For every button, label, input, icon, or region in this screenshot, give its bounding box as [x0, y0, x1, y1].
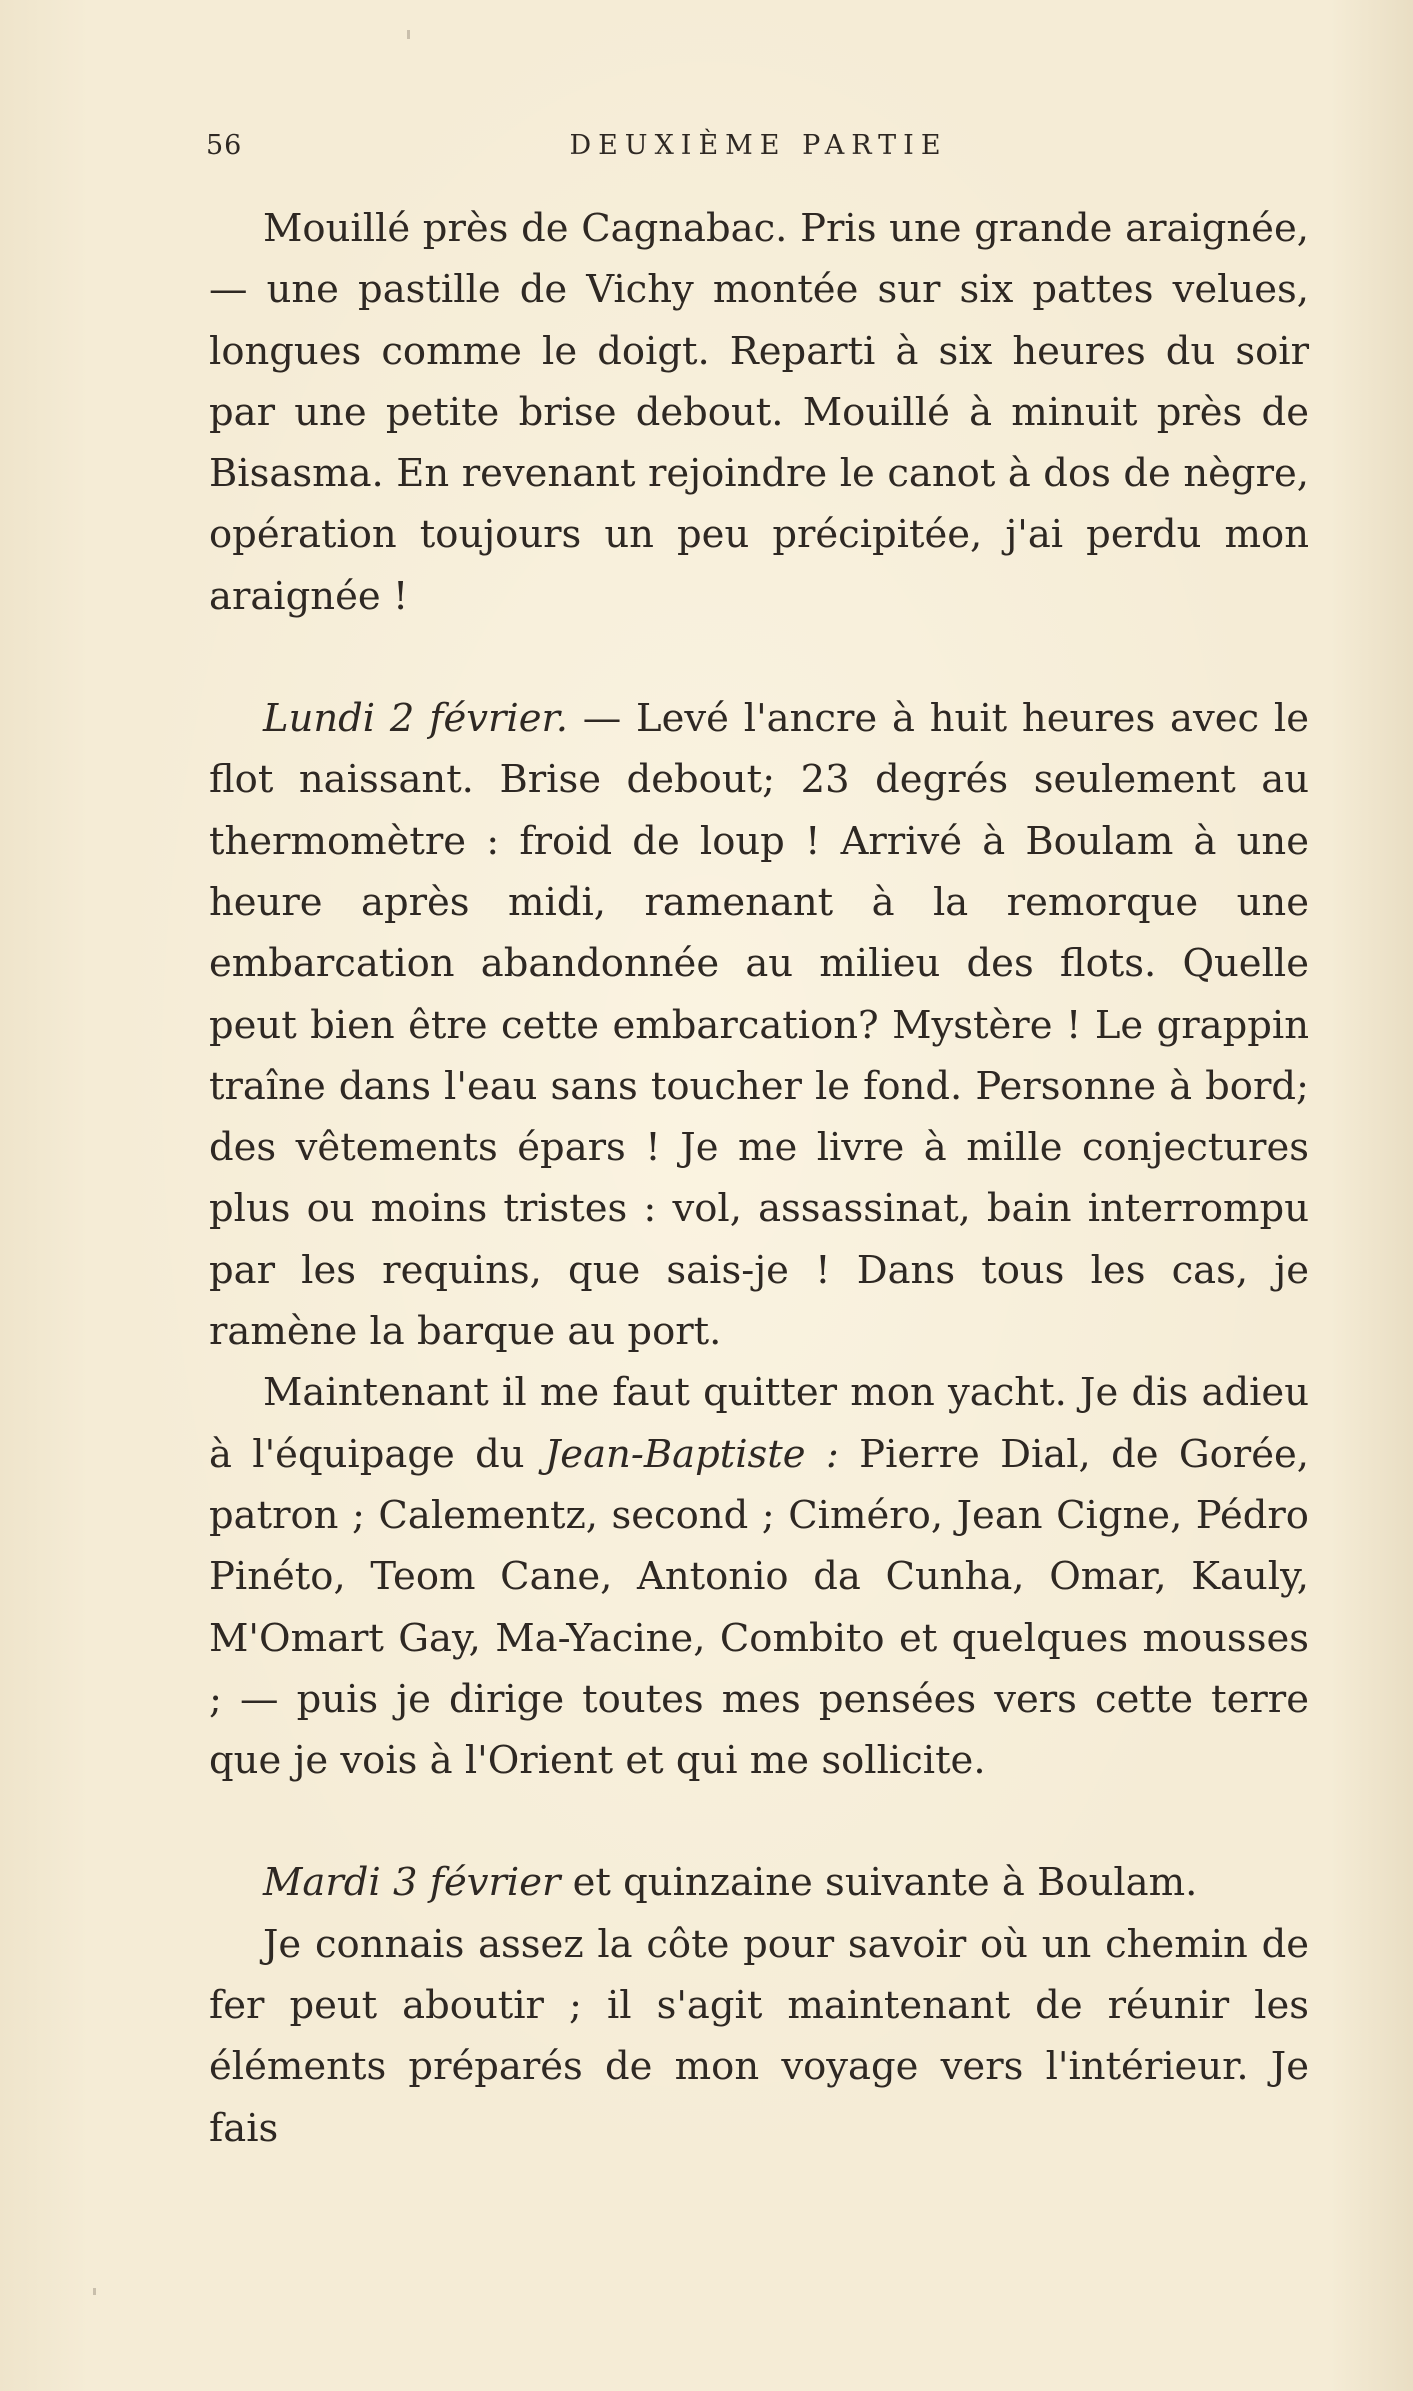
page-speck — [93, 2288, 96, 2295]
page-number: 56 — [206, 130, 243, 161]
paragraph-text: — Levé l'ancre à huit heures avec le flot naissant. Brise debout; 23 degrés seulement au thermomètre : froid de loup ! Arrivé à Boulam à une heure après midi, ramenant à la remorque une embarcation abandonnée au milieu des flots. Quelle peut bien être cette embarcation? Mystère ! Le grappin traîne dans l'eau sans toucher le fond. Personne à bord; des vêtements épars ! Je me livre à mille conjectures plus ou moins tristes : vol, assassinat, bain interrompu par les requins, que sais-je ! Dans tous les cas, je ramène la barque au port. — [209, 696, 1309, 1355]
paragraph-text: Maintenant il me faut quitter mon yacht. Je dis adieu à l'équipage du — [209, 1370, 1309, 1477]
paragraph-text: et quinzaine suivante à Boulam. — [560, 1860, 1198, 1906]
entry-date: Lundi 2 février. — [263, 696, 568, 742]
body-text — [209, 198, 1309, 2159]
paragraph-text: Mouillé près de Cagnabac. Pris une grande araignée, — une pastille de Vichy montée sur six pattes velues, longues comme le doigt. Reparti à six heures du soir par une petite brise debout. Mouillé à minuit près de Bisasma. En revenant rejoindre le canot à dos de nègre, opération toujours un peu précipitée, j'ai perdu mon araignée ! — [209, 206, 1309, 619]
ship-name: Jean-Baptiste : — [544, 1431, 839, 1477]
paragraph-mardi — [209, 1852, 1309, 1913]
paragraph-chemin-de-fer — [209, 1914, 1309, 2159]
page-speck — [407, 30, 410, 39]
running-head — [206, 130, 1311, 170]
entry-date: Mardi 3 février — [263, 1860, 561, 1906]
paragraph-text: Pierre Dial, de Gorée, patron ; Calementz, second ; Ciméro, Jean Cigne, Pédro Pinéto, Teom Cane, Antonio da Cunha, Omar, Kauly, M'Omart Gay, Ma-Yacine, Combito et quelques mousses ; — puis je dirige toutes mes pensées vers cette terre que je vois à l'Orient et qui me sollicite. — [209, 1431, 1310, 1784]
paragraph-equipage — [209, 1362, 1309, 1791]
paragraph-text: Je connais assez la côte pour savoir où un chemin de fer peut aboutir ; il s'agit maintenant de réunir les éléments préparés de mon voyage vers l'intérieur. Je fais — [209, 1921, 1309, 2151]
paragraph-lundi — [209, 688, 1309, 1362]
paragraph-cagnabac — [209, 198, 1309, 627]
section-title: DEUXIÈME PARTIE — [569, 130, 948, 161]
